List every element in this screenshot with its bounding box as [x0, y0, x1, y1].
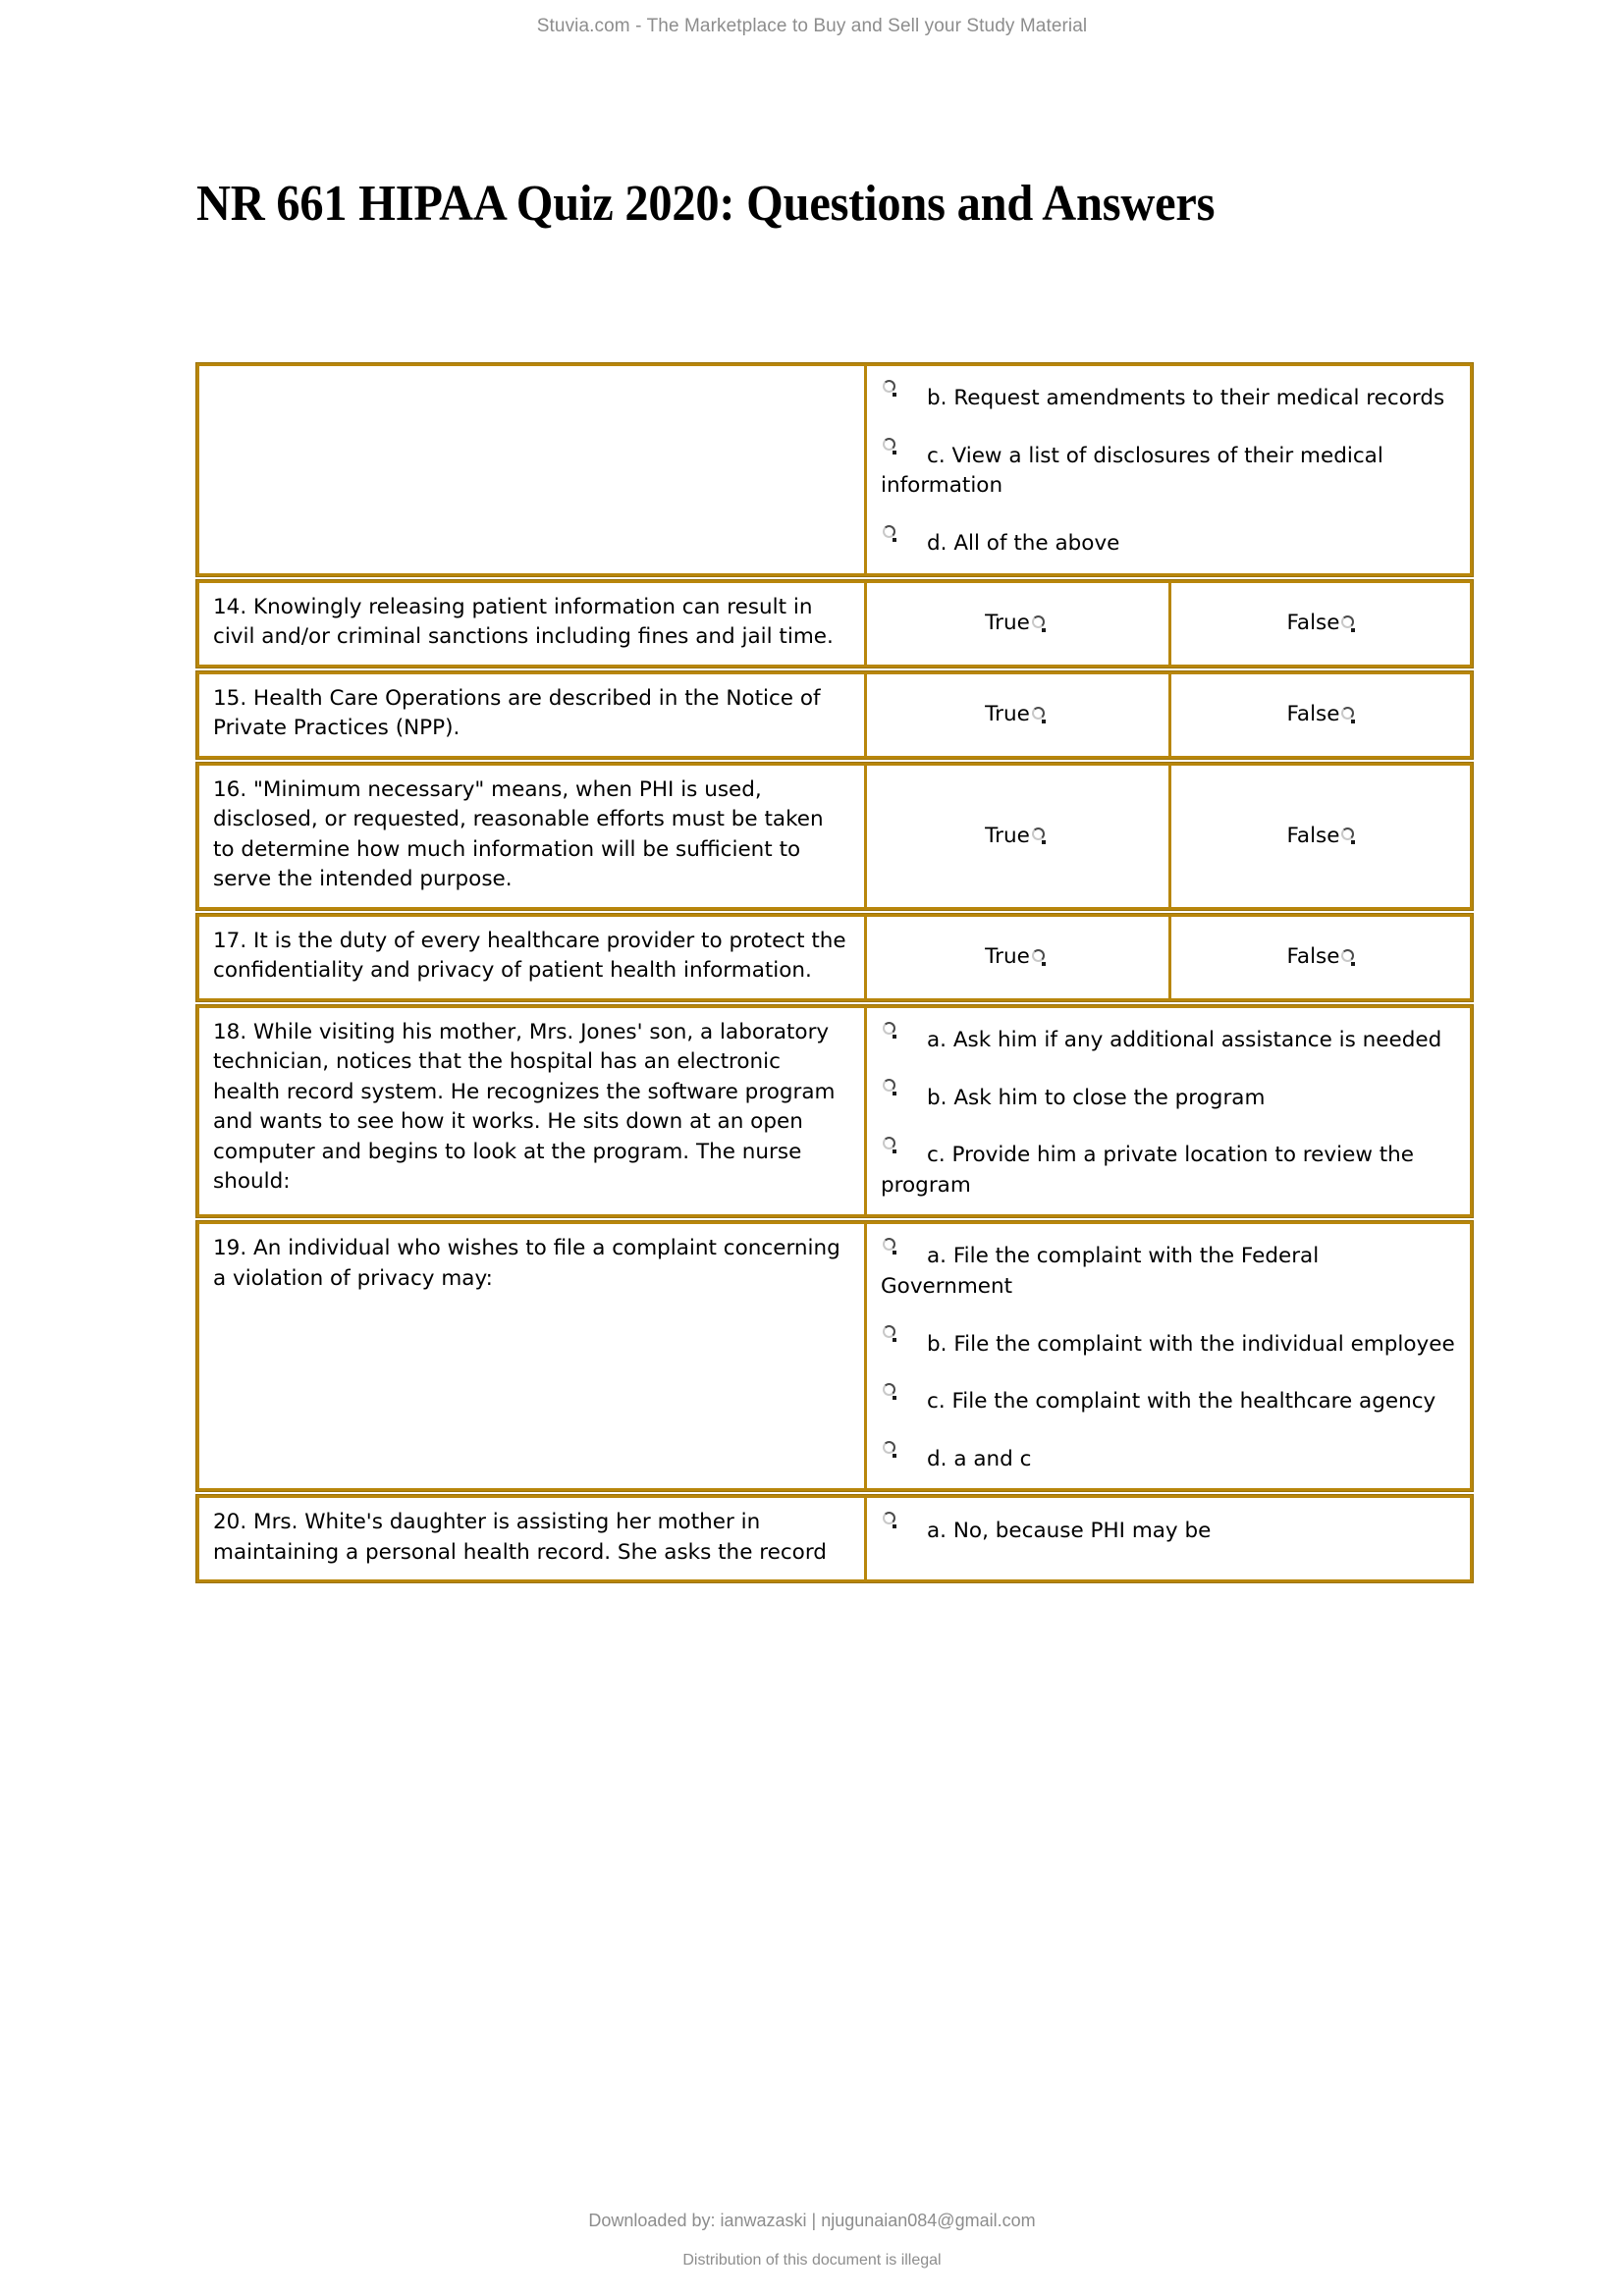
false-label: False	[1286, 702, 1340, 727]
answer-option-label: b. File the complaint with the individual employee	[927, 1331, 1455, 1357]
stuvia-banner: Stuvia.com - The Marketplace to Buy and Sell your Study Material	[536, 16, 1088, 36]
quiz-table	[196, 363, 1473, 1586]
radio-button-icon[interactable]	[1032, 615, 1049, 632]
question-text: 18. While visiting his mother, Mrs. Jones' son, a laboratory technician, notices that the hospital has an electronic health record system. He recognizes the software program and wants to see how it works. He sits down at an open computer and begins to look at the program. The nurse should:	[213, 1019, 836, 1195]
answer-option[interactable]	[881, 1079, 1456, 1113]
table-row	[196, 363, 1473, 576]
answer-false-cell[interactable]	[1171, 766, 1476, 907]
question-text: 16. "Minimum necessary" means, when PHI is used, disclosed, or requested, reasonable efforts must be taken to determine how much information will be sufficient to serve the intended purpose.	[213, 776, 824, 892]
radio-button-icon[interactable]	[1341, 615, 1358, 632]
question-cell	[199, 917, 867, 998]
table-row	[196, 1495, 1473, 1582]
answer-false-cell[interactable]	[1171, 583, 1476, 665]
question-text: 19. An individual who wishes to file a complaint concerning a violation of privacy may:	[213, 1236, 840, 1291]
radio-button-icon[interactable]	[883, 380, 899, 397]
table-row	[196, 1005, 1473, 1218]
answer-option[interactable]	[881, 1512, 1456, 1546]
footer-downloaded-by: Downloaded by: ianwazaski | njugunaian084@gmail.com	[588, 2211, 1036, 2230]
answer-true-cell[interactable]	[867, 917, 1171, 998]
table-row	[196, 1221, 1473, 1491]
answer-option-label: d. a and c	[927, 1446, 1032, 1471]
table-row	[196, 580, 1473, 667]
radio-button-icon[interactable]	[883, 1383, 899, 1400]
answer-false-cell[interactable]	[1171, 917, 1476, 998]
answer-false-cell[interactable]	[1171, 674, 1476, 756]
true-label: True	[985, 944, 1030, 970]
table-row	[196, 671, 1473, 759]
true-label: True	[985, 823, 1030, 848]
answers-cell	[867, 1008, 1470, 1215]
radio-button-icon[interactable]	[883, 525, 899, 542]
radio-button-icon[interactable]	[883, 1441, 899, 1458]
radio-button-icon[interactable]	[883, 1079, 899, 1095]
radio-button-icon[interactable]	[883, 1137, 899, 1153]
question-cell	[199, 1498, 867, 1579]
question-text: 15. Health Care Operations are described in the Notice of Private Practices (NPP).	[213, 685, 821, 741]
answer-true-cell[interactable]	[867, 583, 1171, 665]
question-cell	[199, 1224, 867, 1488]
answer-option-label: c. View a list of disclosures of their medical information	[881, 443, 1383, 499]
answer-option-label: b. Request amendments to their medical records	[927, 386, 1445, 411]
answer-option-label: a. No, because PHI may be	[927, 1518, 1212, 1543]
table-row	[196, 763, 1473, 910]
question-text: 14. Knowingly releasing patient information can result in civil and/or criminal sanctions including fines and jail time.	[213, 594, 834, 650]
answer-option[interactable]	[881, 1137, 1456, 1201]
question-cell	[199, 674, 867, 756]
answer-option-label: a. File the complaint with the Federal Government	[881, 1244, 1320, 1299]
answer-option-label: b. Ask him to close the program	[927, 1085, 1266, 1110]
answer-option[interactable]	[881, 1383, 1456, 1417]
answer-true-cell[interactable]	[867, 766, 1171, 907]
true-label: True	[985, 702, 1030, 727]
page-title: NR 661 HIPAA Quiz 2020: Questions and Answers	[196, 175, 1216, 232]
answer-option[interactable]	[881, 438, 1456, 502]
question-text: 20. Mrs. White's daughter is assisting her mother in maintaining a personal health record. She asks the record	[213, 1510, 827, 1565]
question-text: 17. It is the duty of every healthcare provider to protect the confidentiality and privacy of patient health information.	[213, 928, 846, 984]
radio-button-icon[interactable]	[1341, 828, 1358, 844]
answer-option[interactable]	[881, 1022, 1456, 1056]
radio-button-icon[interactable]	[1032, 949, 1049, 966]
answers-cell	[867, 1498, 1470, 1579]
answer-option-label: a. Ask him if any additional assistance is needed	[927, 1027, 1442, 1052]
question-cell	[199, 766, 867, 907]
false-label: False	[1286, 823, 1340, 848]
radio-button-icon[interactable]	[1341, 707, 1358, 723]
answer-option-label: c. File the complaint with the healthcare agency	[927, 1389, 1436, 1415]
false-label: False	[1286, 611, 1340, 635]
false-label: False	[1286, 944, 1340, 970]
question-cell	[199, 366, 867, 573]
answer-option[interactable]	[881, 1441, 1456, 1475]
radio-button-icon[interactable]	[883, 1238, 899, 1255]
footer-distribution-notice: Distribution of this document is illegal	[682, 2252, 942, 2269]
answer-true-cell[interactable]	[867, 674, 1171, 756]
answer-option[interactable]	[881, 525, 1456, 560]
answer-option-label: c. Provide him a private location to review the program	[881, 1143, 1415, 1198]
true-label: True	[985, 611, 1030, 635]
answer-option-label: d. All of the above	[927, 531, 1120, 557]
radio-button-icon[interactable]	[883, 438, 899, 454]
radio-button-icon[interactable]	[883, 1325, 899, 1342]
radio-button-icon[interactable]	[1341, 949, 1358, 966]
radio-button-icon[interactable]	[883, 1022, 899, 1039]
answer-option[interactable]	[881, 380, 1456, 414]
radio-button-icon[interactable]	[1032, 828, 1049, 844]
answers-cell	[867, 366, 1470, 573]
question-cell	[199, 1008, 867, 1215]
radio-button-icon[interactable]	[883, 1512, 899, 1528]
answer-option[interactable]	[881, 1325, 1456, 1360]
table-row	[196, 914, 1473, 1001]
question-cell	[199, 583, 867, 665]
answer-option[interactable]	[881, 1238, 1456, 1302]
answers-cell	[867, 1224, 1470, 1488]
radio-button-icon[interactable]	[1032, 707, 1049, 723]
